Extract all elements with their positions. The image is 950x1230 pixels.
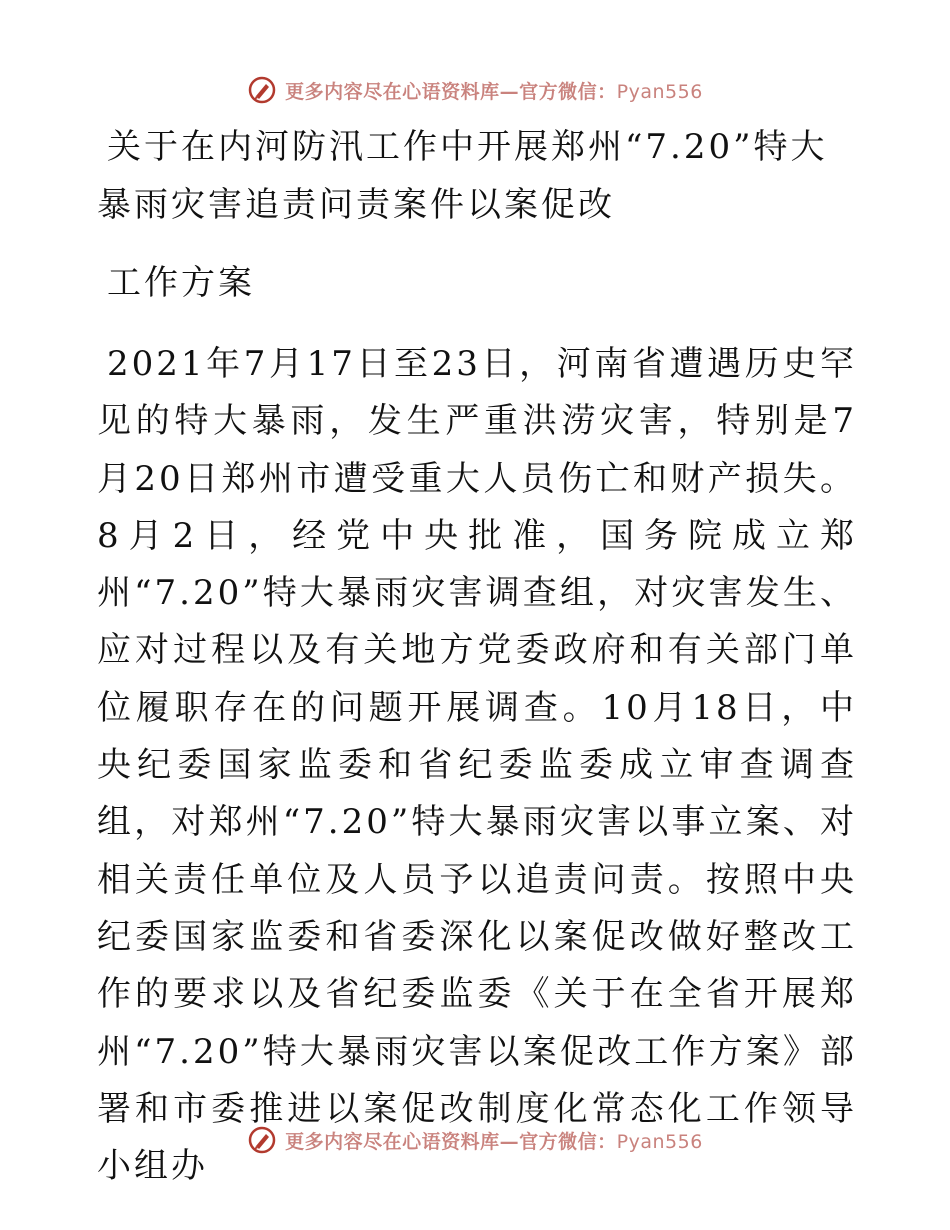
pen-logo-icon — [247, 1125, 277, 1155]
footer-banner — [0, 1120, 950, 1160]
document-content — [97, 118, 857, 1195]
header-banner — [0, 70, 950, 110]
pen-logo-icon — [247, 75, 277, 105]
document-title: 关于在内河防汛工作中开展郑州“7.20”特大暴雨灾害追责问责案件以案促改 — [97, 127, 828, 225]
wechat-id: Pyan556 — [616, 80, 703, 103]
wechat-id: Pyan556 — [616, 1130, 703, 1153]
banner-text: 更多内容尽在心语资料库—官方微信：Pyan556 — [285, 80, 703, 103]
document-subtitle: 工作方案 — [107, 263, 255, 303]
document-body: 2021年7月17日至23日，河南省遭遇历史罕见的特大暴雨，发生严重洪涝灾害，特别是7月20日郑州市遭受重大人员伤亡和财产损失。8月2日，经党中央批准，国务院成立郑州“7.20”特大暴雨灾害调查组，对灾害发生、应对过程以及有关地方党委政府和有关部门单位履职存在的问题开展调查。10月18日，中央纪委国家监委和省纪委监委成立审查调查组，对郑州“7.20”特大暴雨灾害以事立案、对相关责任单位及人员予以追责问责。按照中央纪委国家监委和省委深化以案促改做好整改工作的要求以及省纪委监委《关于在全省开展郑州“7.20”特大暴雨灾害以案促改工作方案》部署和市委推进以案促改制度化常态化工作领导小组办 — [97, 344, 857, 1187]
banner-text: 更多内容尽在心语资料库—官方微信：Pyan556 — [285, 1130, 703, 1153]
